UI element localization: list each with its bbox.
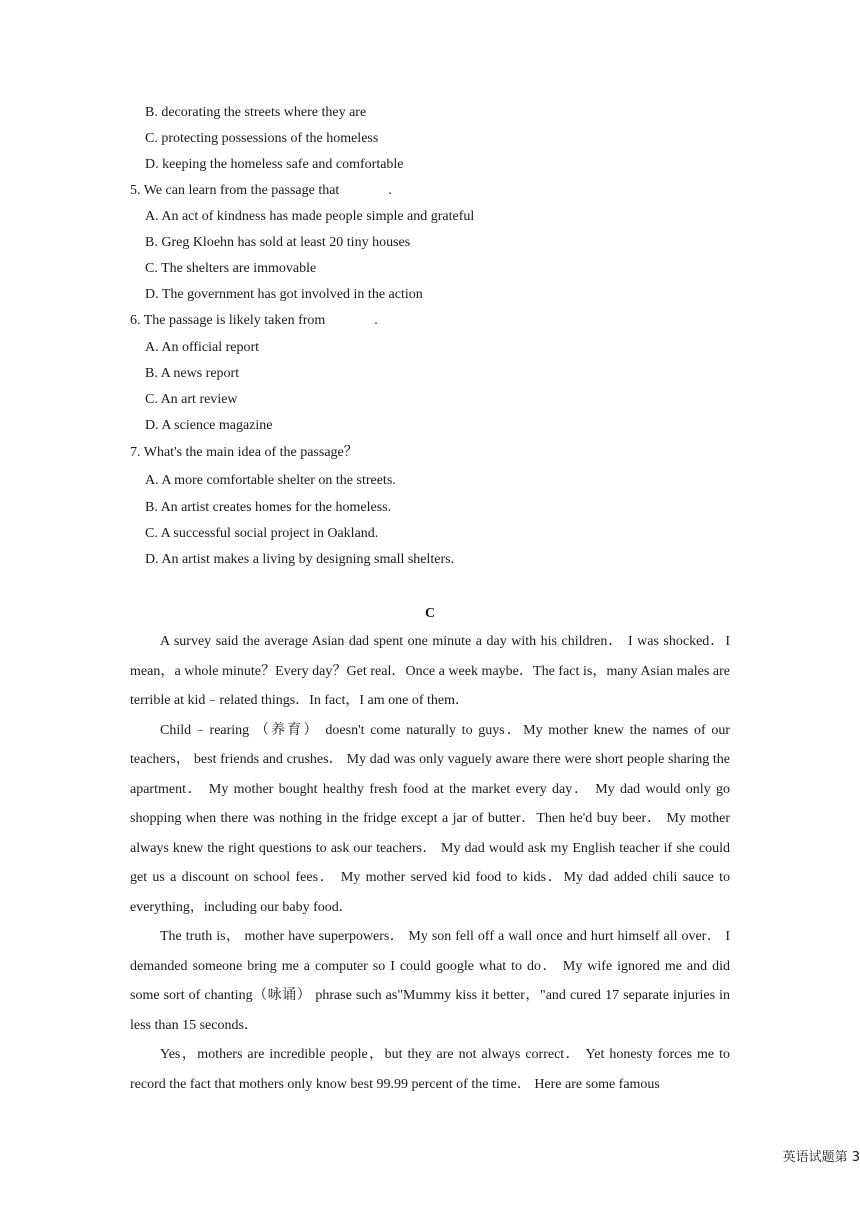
q5-stem: 5. We can learn from the passage that . xyxy=(130,183,392,198)
q6-stem: 6. The passage is likely taken from . xyxy=(130,313,378,328)
q6-option-b: B. A news report xyxy=(145,366,240,381)
q5-option-a: A. An act of kindness has made people simple and grateful xyxy=(145,209,475,224)
passage-paragraph-2: Child﹣rearing （养育） doesn't come naturally to guys．My mother knew the names of our teachers， best friends and crushes． My dad was only vaguely aware there were short people sharing the apartment． My mother bought healthy fresh food at the market every day． My dad would only go shopping when there was nothing in the fridge except a jar of butter．Then he'd buy beer． My mother always knew the right questions to ask our teachers． My dad would ask my English teacher if she could get us a discount on school fees． My mother served kid food to kids．My dad added chili sauce to everything，including our baby food． xyxy=(130,722,730,915)
q7-option-b: B. An artist creates homes for the homeless. xyxy=(145,500,392,515)
passage-paragraph-1: A survey said the average Asian dad spent one minute a day with his children． I was shocked．I mean，a whole minute？Every day？Get real．Once a week maybe．The fact is，many Asian males are terrible at kid﹣related things．In fact，I am one of them． xyxy=(130,634,730,708)
q4-option-c: C. protecting possessions of the homeless xyxy=(145,131,379,146)
q4-option-b: B. decorating the streets where they are xyxy=(145,105,367,120)
q7-stem: 7. What's the main idea of the passage？ xyxy=(130,445,358,460)
q6-option-a: A. An official report xyxy=(145,340,260,355)
section-title: C xyxy=(424,606,436,621)
q5-option-d: D. The government has got involved in the action xyxy=(145,287,423,302)
q7-option-c: C. A successful social project in Oakland. xyxy=(145,526,379,541)
reading-passage xyxy=(130,627,730,1099)
q7-option-a: A. A more comfortable shelter on the streets. xyxy=(145,473,396,488)
q5-option-c: C. The shelters are immovable xyxy=(145,261,317,276)
q7-option-d: D. An artist makes a living by designing small shelters. xyxy=(145,552,455,567)
page-footer: 英语试题第 3 xyxy=(782,1150,860,1165)
q5-option-b: B. Greg Kloehn has sold at least 20 tiny houses xyxy=(145,235,411,250)
q4-option-d: D. keeping the homeless safe and comfortable xyxy=(145,157,404,172)
q6-option-c: C. An art review xyxy=(145,392,238,407)
passage-paragraph-4: Yes，mothers are incredible people，but they are not always correct． Yet honesty forces me to record the fact that mothers only know best 99.99 percent of the time． Here are some famous xyxy=(130,1047,730,1092)
passage-paragraph-3: The truth is， mother have superpowers． My son fell off a wall once and hurt himself all over． I demanded someone bring me a computer so I could google what to do． My wife ignored me and did some sort of chanting（咏诵） phrase such as"Mummy kiss it better，"and cured 17 separate injuries in less than 15 seconds． xyxy=(130,929,730,1033)
q6-option-d: D. A science magazine xyxy=(145,418,273,433)
